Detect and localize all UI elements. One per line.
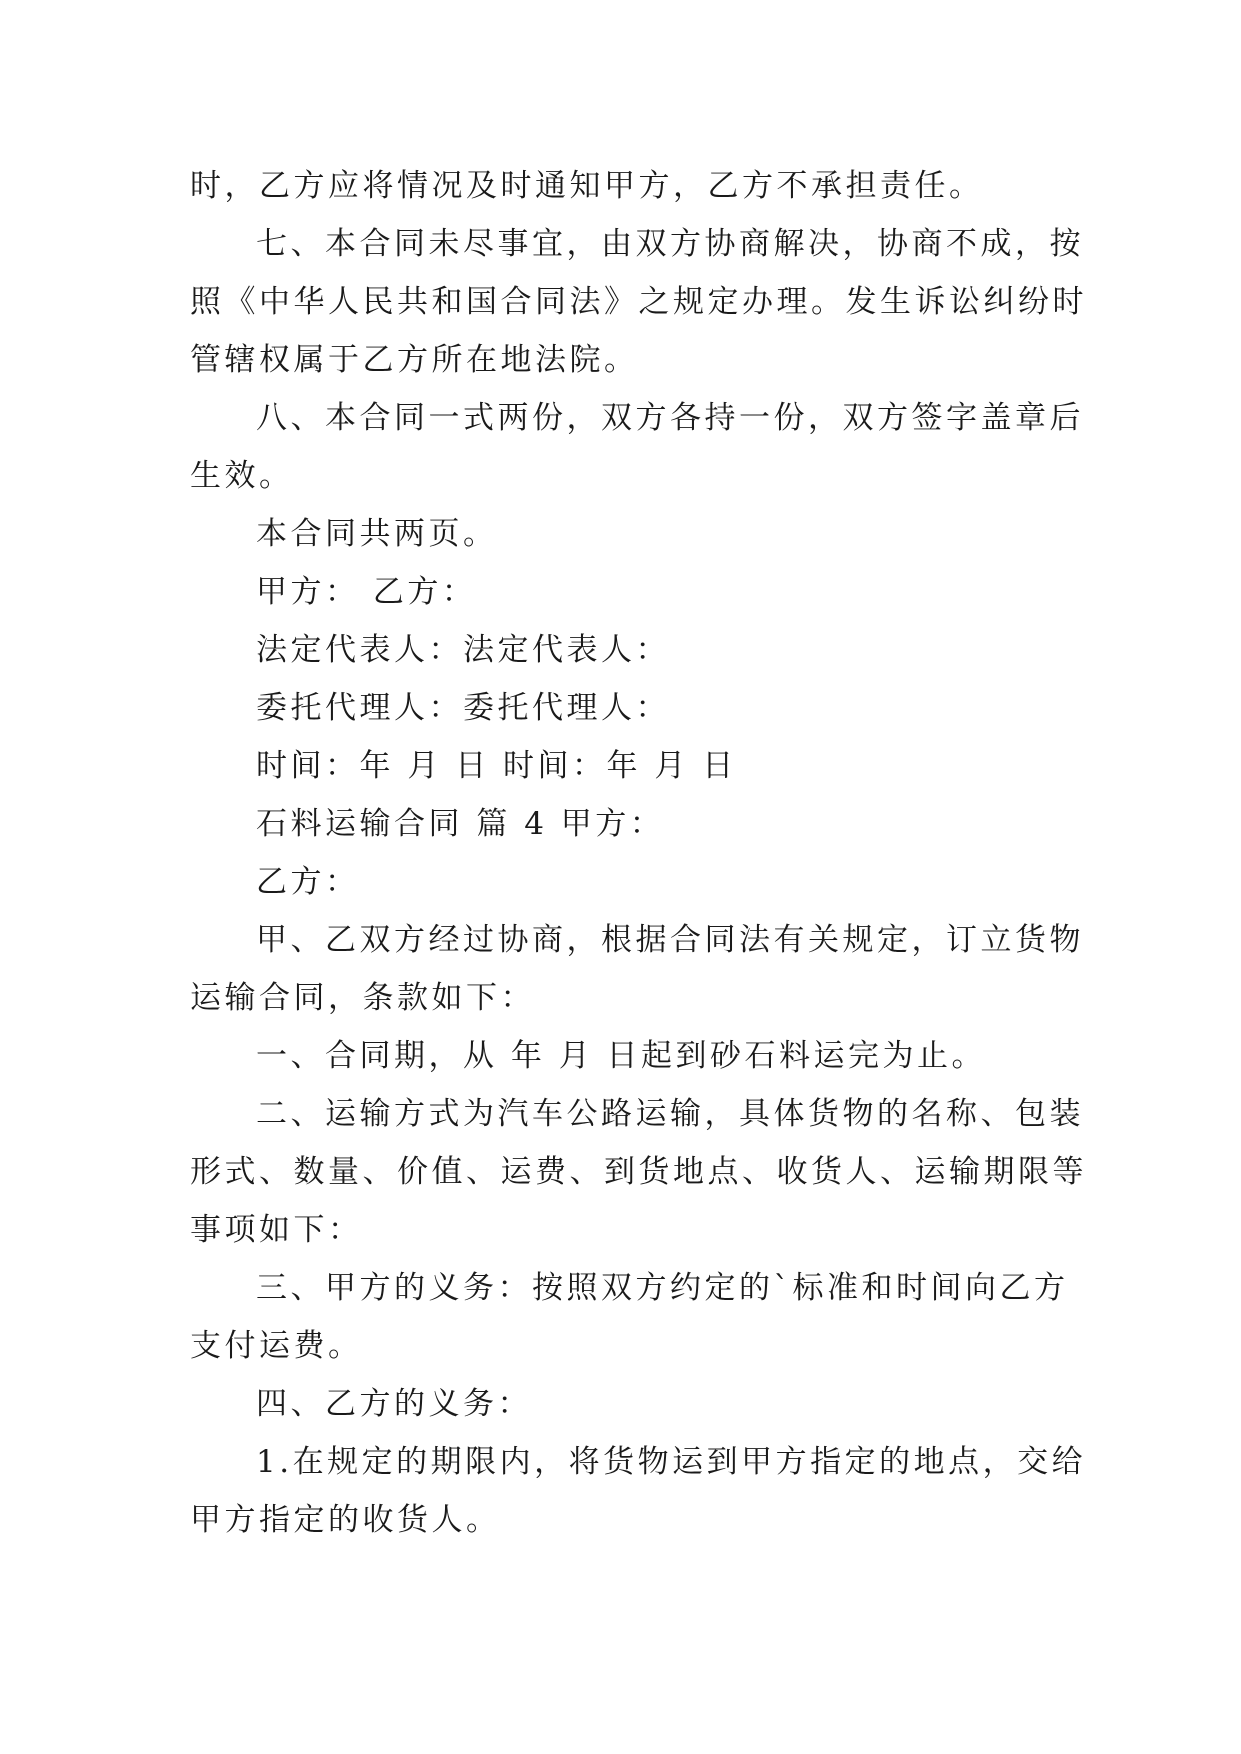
text-line: 本合同共两页。 [256,516,498,552]
text-line: 四、乙方的义务： [256,1386,532,1422]
text-line: 时，乙方应将情况及时通知甲方，乙方不承担责任。 [190,168,984,204]
text-line: 生效。 [190,458,294,494]
text-line: 甲方指定的收货人。 [190,1502,501,1538]
text-line: 八、本合同一式两份，双方各持一份，双方签字盖章后 [256,400,1084,436]
text-line: 照《中华人民共和国合同法》之规定办理。发生诉讼纠纷时 [190,284,1087,320]
signature-rep-line: 法定代表人：法定代表人： [256,632,670,668]
text-line: 甲、乙双方经过协商，根据合同法有关规定，订立货物 [256,922,1084,958]
text-line: 七、本合同未尽事宜，由双方协商解决，协商不成，按 [256,226,1084,262]
text-line: 运输合同，条款如下： [190,980,535,1016]
text-line: 事项如下： [190,1212,363,1248]
text-line: 乙方： [256,864,360,900]
text-line: 管辖权属于乙方所在地法院。 [190,342,639,378]
signature-date-line: 时间：年 月 日 时间：年 月 日 [256,748,737,784]
text-line: 三、甲方的义务：按照双方约定的`标准和时间向乙方 [256,1270,1069,1306]
signature-agent-line: 委托代理人：委托代理人： [256,690,670,726]
section-heading: 石料运输合同 篇 4 甲方： [256,806,665,842]
text-line: 二、运输方式为汽车公路运输，具体货物的名称、包装 [256,1096,1084,1132]
text-line: 1.在规定的期限内，将货物运到甲方指定的地点，交给 [256,1444,1087,1480]
text-line: 一、合同期，从 年 月 日起到砂石料运完为止。 [256,1038,987,1074]
signature-party-line: 甲方： 乙方： [256,574,477,610]
text-line: 支付运费。 [190,1328,363,1364]
text-line: 形式、数量、价值、运费、到货地点、收货人、运输期限等 [190,1154,1087,1190]
